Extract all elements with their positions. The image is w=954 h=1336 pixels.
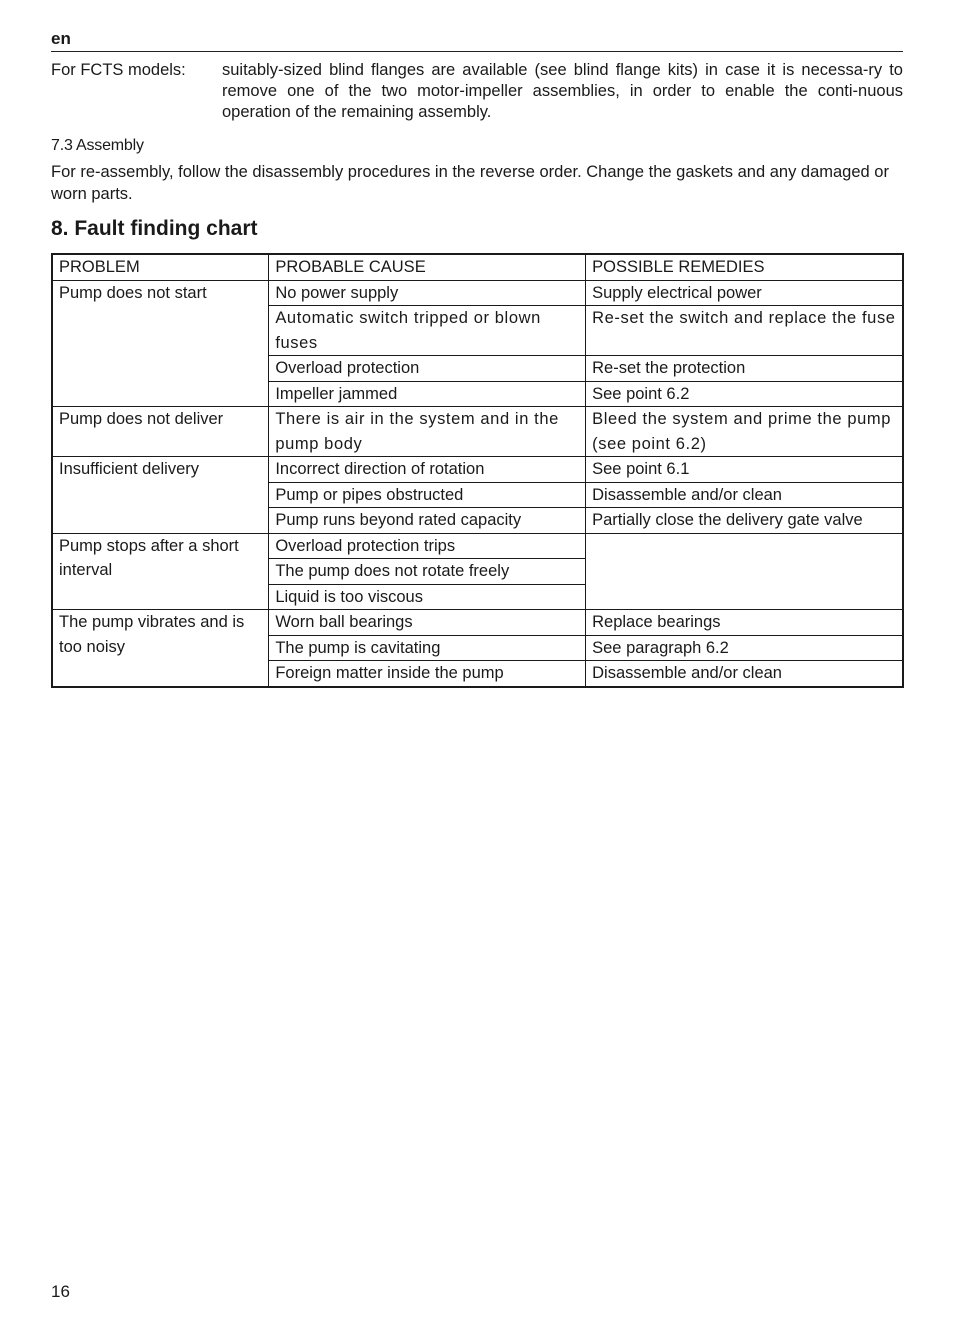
page-number: 16	[51, 1282, 70, 1301]
assembly-title: 7.3 Assembly	[51, 137, 144, 154]
cause-cell: Incorrect direction of rotation	[269, 457, 586, 483]
remedy-cell: See point 6.2	[586, 381, 903, 407]
table-row	[52, 533, 903, 559]
remedy-cell: Supply electrical power	[586, 280, 903, 306]
table-row	[52, 457, 903, 483]
table-row	[52, 610, 903, 636]
fcts-text: suitably-sized blind flanges are available (see blind flange kits) in case it is necessa-ry to remove one of the two motor-impeller assemblies, in order to enable the conti-nuous operation of the remaining assembly.	[222, 61, 903, 121]
cause-cell: Impeller jammed	[269, 381, 586, 407]
cause-cell: Pump runs beyond rated capacity	[269, 508, 586, 534]
remedy-cell: Disassemble and/or clean	[586, 661, 903, 687]
remedy-cell-empty	[586, 533, 903, 610]
language-code: en	[51, 29, 71, 48]
problem-cell: Pump does not start	[52, 280, 269, 407]
remedy-cell: Bleed the system and prime the pump (see point 6.2)	[586, 407, 903, 457]
assembly-text: For re-assembly, follow the disassembly procedures in the reverse order. Change the gaskets and any damaged or worn parts.	[51, 163, 889, 203]
cause-cell: Overload protection trips	[269, 533, 586, 559]
header-problem: PROBLEM	[52, 254, 269, 280]
header-divider	[51, 51, 903, 52]
cause-cell: Automatic switch tripped or blown fuses	[269, 306, 586, 356]
cause-cell: Foreign matter inside the pump	[269, 661, 586, 687]
remedy-cell: Re-set the protection	[586, 356, 903, 382]
problem-cell: Pump does not deliver	[52, 407, 269, 457]
table-header-row	[52, 254, 903, 280]
table-row	[52, 407, 903, 457]
cause-cell: No power supply	[269, 280, 586, 306]
header-cause: PROBABLE CAUSE	[269, 254, 586, 280]
problem-cell: Pump stops after a short interval	[52, 533, 269, 610]
remedy-cell: Partially close the delivery gate valve	[586, 508, 903, 534]
remedy-cell: Replace bearings	[586, 610, 903, 636]
remedy-cell: Re-set the switch and replace the fuse	[586, 306, 903, 356]
cause-cell: The pump is cavitating	[269, 635, 586, 661]
section-title: 8. Fault finding chart	[51, 217, 258, 240]
problem-cell: The pump vibrates and is too noisy	[52, 610, 269, 687]
cause-cell: Overload protection	[269, 356, 586, 382]
remedy-cell: See point 6.1	[586, 457, 903, 483]
cause-cell: There is air in the system and in the pump body	[269, 407, 586, 457]
cause-cell: Pump or pipes obstructed	[269, 482, 586, 508]
fault-finding-table	[51, 253, 904, 688]
cause-cell: Worn ball bearings	[269, 610, 586, 636]
table-row	[52, 280, 903, 306]
problem-cell: Insufficient delivery	[52, 457, 269, 534]
cause-cell: Liquid is too viscous	[269, 584, 586, 610]
header-remedy: POSSIBLE REMEDIES	[586, 254, 903, 280]
fcts-label: For FCTS models:	[51, 61, 186, 79]
remedy-cell: Disassemble and/or clean	[586, 482, 903, 508]
remedy-cell: See paragraph 6.2	[586, 635, 903, 661]
cause-cell: The pump does not rotate freely	[269, 559, 586, 585]
